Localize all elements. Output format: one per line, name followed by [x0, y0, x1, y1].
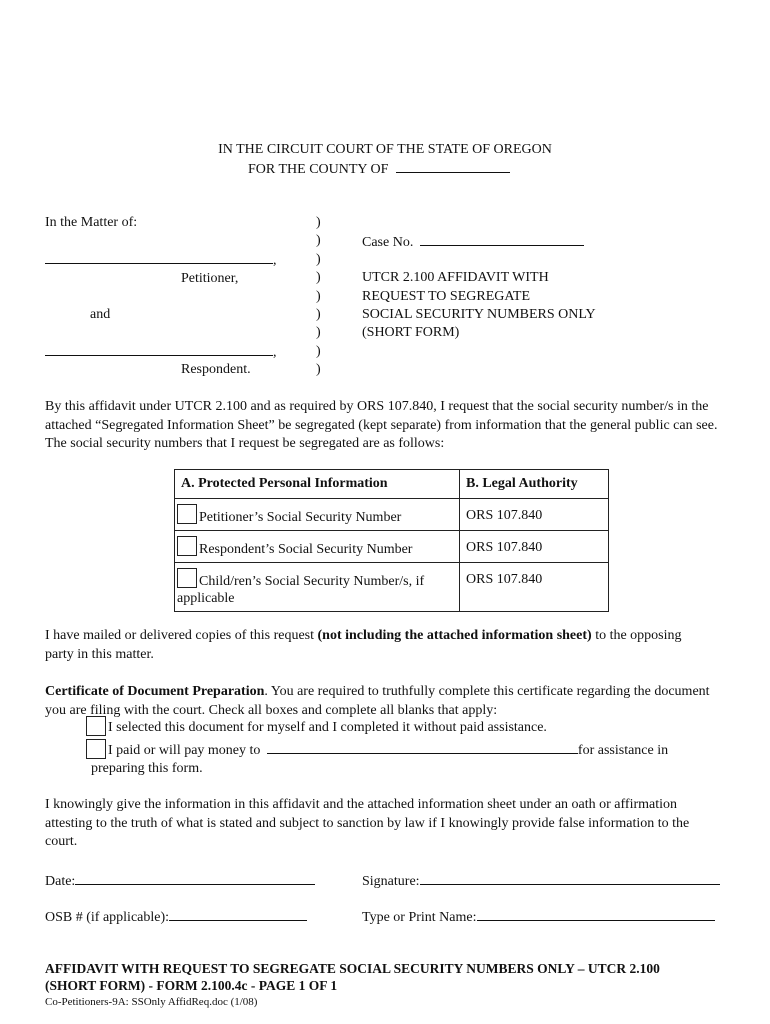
case-no-label: Case No.	[362, 235, 414, 250]
caption-paren: )	[316, 215, 321, 230]
table-row	[175, 499, 609, 531]
petitioner-name-line[interactable]	[45, 250, 277, 270]
signature-blank[interactable]	[420, 871, 720, 885]
self-prepared-label: I selected this document for myself and I completed it without paid assistance.	[108, 720, 547, 735]
table-cell	[175, 499, 460, 531]
mailed-text: I have mailed or delivered copies of this request	[45, 628, 318, 643]
caption-paren: )	[316, 325, 321, 340]
certificate-paragraph	[45, 683, 719, 720]
footer-file-ref: Co-Petitioners-9A: SSOnly AffidReq.doc (1/08)	[45, 996, 258, 1008]
oath-paragraph: I knowingly give the information in this affidavit and the attached information sheet under an oath or affirmation attesting to the truth of what is stated and subject to sanction by law if I knowingly provide false information to the court.	[45, 797, 690, 849]
table-row	[175, 563, 609, 612]
paid-assistance-label-end: for assistance in	[577, 743, 669, 758]
form-title-line-3: SOCIAL SECURITY NUMBERS ONLY	[362, 307, 596, 322]
footer-title-line-2: (SHORT FORM) - FORM 2.100.4c - PAGE 1 OF 1	[45, 978, 338, 993]
row-authority: ORS 107.840	[460, 531, 609, 563]
paid-assistance-label: I paid or will pay money to	[108, 743, 261, 758]
caption-paren: )	[316, 362, 321, 377]
caption-paren: )	[316, 344, 321, 359]
form-title-line-2: REQUEST TO SEGREGATE	[362, 289, 531, 304]
paid-assistance-cont: preparing this form.	[91, 761, 203, 776]
case-no-line[interactable]	[362, 232, 584, 252]
table-cell	[175, 531, 460, 563]
intro-paragraph: By this affidavit under UTCR 2.100 and as required by ORS 107.840, I request that the social security number/s in the attached “Segregated Information Sheet” be segregated (kept separate) from information that the general public can see. The social security numbers that I request be segregated are as follows:	[45, 399, 718, 451]
signature-label: Signature:	[362, 874, 420, 889]
print-name-label: Type or Print Name:	[362, 910, 477, 925]
col-header-legal-authority: B. Legal Authority	[460, 470, 609, 499]
petitioner-name-blank[interactable]	[45, 250, 273, 264]
comma: ,	[273, 345, 277, 360]
respondent-ssn-checkbox[interactable]	[177, 536, 197, 556]
caption-paren: )	[316, 307, 321, 322]
osb-blank[interactable]	[169, 907, 307, 921]
county-blank[interactable]	[396, 159, 510, 173]
table-row	[175, 531, 609, 563]
mailed-paragraph	[45, 627, 685, 664]
comma: ,	[273, 253, 277, 268]
row-info: Child/ren’s Social Security Number/s, if applicable	[177, 574, 425, 606]
respondent-name-line[interactable]	[45, 342, 277, 362]
table-cell	[175, 563, 460, 612]
court-title: IN THE CIRCUIT COURT OF THE STATE OF OREGON	[218, 142, 552, 157]
paid-assistance-checkbox[interactable]	[86, 739, 106, 759]
mailed-bold-text: (not including the attached information sheet)	[317, 628, 592, 643]
respondent-name-blank[interactable]	[45, 342, 273, 356]
case-no-blank[interactable]	[420, 232, 584, 246]
county-label: FOR THE COUNTY OF	[248, 162, 389, 177]
protected-info-table	[174, 469, 609, 612]
date-blank[interactable]	[75, 871, 315, 885]
row-authority: ORS 107.840	[460, 499, 609, 531]
osb-line[interactable]	[45, 907, 307, 927]
paid-to-blank[interactable]	[267, 740, 578, 754]
caption-paren: )	[316, 289, 321, 304]
row-authority: ORS 107.840	[460, 563, 609, 612]
self-prepared-checkbox[interactable]	[86, 716, 106, 736]
certificate-text: . You are required to truthfully complete this certificate regarding the document you are filing with the court. Check all boxes and complete all blanks that apply:	[45, 684, 710, 718]
print-name-blank[interactable]	[477, 907, 715, 921]
county-line	[248, 159, 510, 179]
caption-paren: )	[316, 270, 321, 285]
row-info: Petitioner’s Social Security Number	[199, 510, 402, 525]
form-title-line-1: UTCR 2.100 AFFIDAVIT WITH	[362, 270, 549, 285]
print-name-line[interactable]	[362, 907, 715, 927]
form-title-line-4: (SHORT FORM)	[362, 325, 460, 340]
mailed-text-end: to the opposing party in this matter.	[45, 628, 682, 662]
signature-line[interactable]	[362, 871, 720, 891]
col-header-protected-info: A. Protected Personal Information	[175, 470, 460, 499]
children-ssn-checkbox[interactable]	[177, 568, 197, 588]
and-label: and	[90, 307, 111, 322]
osb-label: OSB # (if applicable):	[45, 910, 170, 925]
row-info: Respondent’s Social Security Number	[199, 542, 413, 557]
petitioner-ssn-checkbox[interactable]	[177, 504, 197, 524]
date-line[interactable]	[45, 871, 315, 891]
caption-paren: )	[316, 233, 321, 248]
caption-paren: )	[316, 252, 321, 267]
certificate-heading: Certificate of Document Preparation	[45, 684, 265, 699]
paid-assistance-line	[108, 740, 668, 760]
in-matter-label: In the Matter of:	[45, 215, 138, 230]
petitioner-label: Petitioner,	[181, 271, 239, 286]
date-label: Date:	[45, 874, 76, 889]
respondent-label: Respondent.	[181, 362, 251, 377]
footer-title-line-1: AFFIDAVIT WITH REQUEST TO SEGREGATE SOCIAL SECURITY NUMBERS ONLY – UTCR 2.100	[45, 961, 660, 976]
